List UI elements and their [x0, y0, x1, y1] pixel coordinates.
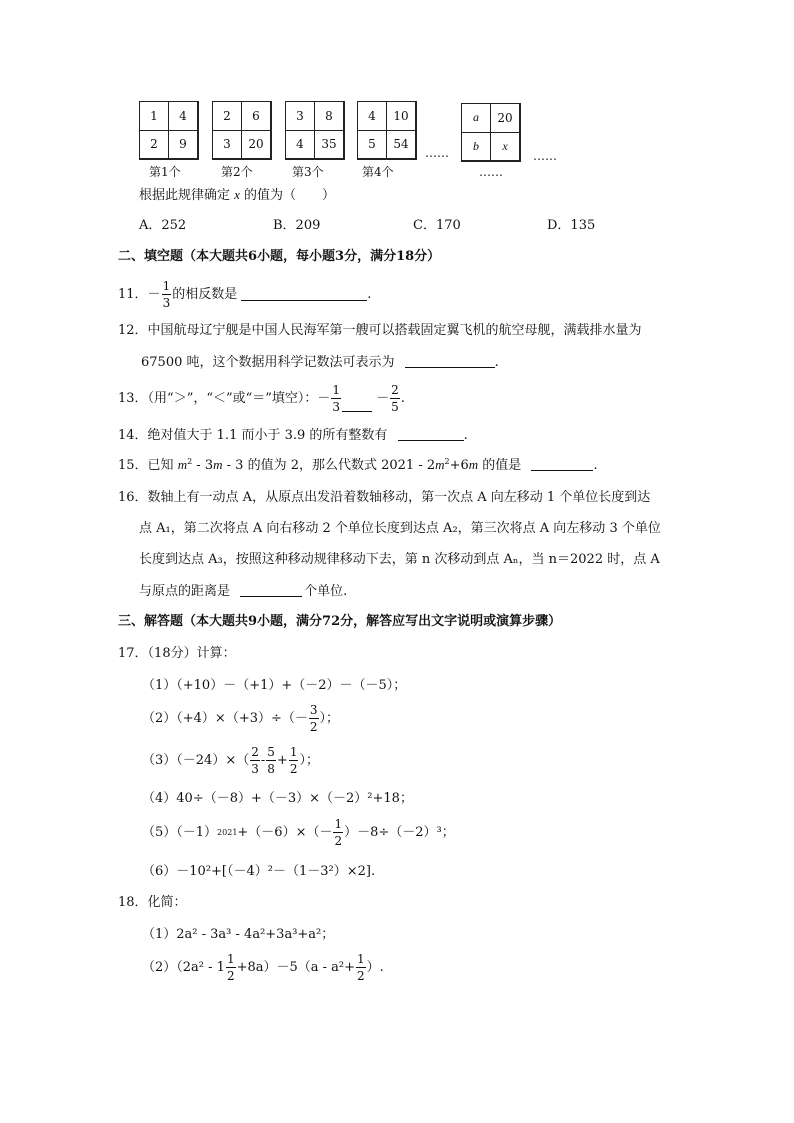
- option-a[interactable]: A．252: [139, 218, 187, 233]
- fraction: $\frac{2}{3}$: [251, 745, 259, 776]
- question-11: 11． － $\frac{1}{3}$ 的相反数是 .: [118, 279, 372, 310]
- question-13: 13．（用“＞”，“＜”或“＝”填空）：－ $\frac{1}{3}$ － $\frac{2}{5}$ .: [118, 383, 405, 414]
- fraction: $\frac{1}{2}$: [357, 952, 365, 983]
- question-17-part2: （2）（+4）×（+3）÷（－ $\frac{3}{2}$ ）；: [142, 703, 340, 734]
- question-18-part2: （2）（2a² - 1 $\frac{1}{2}$ +8a）－5（a - a²+ $\frac{1}{2}$ ）.: [142, 952, 384, 983]
- section-2-title: 二、填空题（本大题共6小题，每小题3分，满分18分）: [118, 249, 441, 264]
- pattern-box-3: 3 8 4 35: [285, 101, 345, 160]
- pattern-label-3: 第3个: [292, 165, 324, 179]
- answer-blank-15[interactable]: [531, 458, 593, 471]
- answer-blank-12[interactable]: [405, 355, 495, 368]
- question-16-line4: 与原点的距离是 个单位.: [139, 584, 348, 599]
- pattern-box-1: 1 4 2 9: [139, 101, 199, 160]
- fraction: $\frac{2}{5}$: [391, 383, 399, 414]
- fraction: $\frac{1}{2}$: [289, 745, 298, 776]
- question-17-part6: （6）－10²+[（－4）²－（1－3²）×2].: [142, 864, 376, 879]
- question-12-line1: 12．中国航母辽宁舰是中国人民海军第一艘可以搭载固定翼飞机的航空母舰，满载排水量为: [118, 323, 642, 338]
- option-b[interactable]: B．209: [273, 218, 321, 233]
- fraction: $\frac{1}{2}$: [226, 952, 235, 983]
- question-15: 15．已知 $m^2 - 3m - 3$ 的值为 2，那么代数式 $2021 - 2m^2+6m$ 的值是 .: [118, 457, 598, 473]
- pattern-box-2: 2 6 3 20: [212, 101, 272, 160]
- question-17-part5: （5）（－1） 2021 +（－6）×（－ $\frac{1}{2}$ ）－8÷（－2）³；: [142, 817, 455, 848]
- answer-blank-13[interactable]: [342, 399, 372, 412]
- pattern-ellipsis-mid: ……: [425, 146, 449, 160]
- question-17-part1: （1）（+10）－（+1）+（－2）－（－5）；: [142, 678, 407, 693]
- question-16-line3: 长度到达点 A₃，按照这种移动规律移动下去，第 n 次移动到点 Aₙ，当 n＝2022 时，点 A: [139, 552, 660, 567]
- pattern-ellipsis-end: ……: [533, 149, 557, 163]
- question-17-part4: （4）40÷（－8）+（－3）×（－2）²+18；: [142, 791, 413, 806]
- option-c[interactable]: C．170: [413, 218, 461, 233]
- question-17-part3: （3）（－24）×（ $\frac{2}{3}$ - $\frac{5}{8}$ + $\frac{1}{2}$ ）；: [142, 745, 319, 776]
- pattern-question: 根据此规律确定 x 的值为（ ）: [139, 187, 336, 203]
- fraction: $\frac{1}{2}$: [334, 817, 343, 848]
- question-16-line2: 点 A₁，第二次将点 A 向右移动 2 个单位长度到达点 A₂，第三次将点 A 向左移动 3 个单位: [139, 521, 661, 536]
- pattern-box-4: 4 10 5 54: [357, 101, 417, 160]
- fraction: $\frac{1}{3}$: [332, 383, 341, 414]
- pattern-label-n: ……: [479, 165, 503, 179]
- pattern-box-n: a 20 b x: [461, 103, 521, 162]
- pattern-label-4: 第4个: [362, 165, 394, 179]
- pattern-label-1: 第1个: [149, 165, 181, 179]
- section-3-title: 三、解答题（本大题共9小题，满分72分，解答应写出文字说明或演算步骤）: [118, 614, 562, 629]
- answer-blank-11[interactable]: [241, 288, 367, 301]
- question-18-part1: （1）2a² - 3a³ - 4a²+3a³+a²；: [142, 927, 335, 942]
- fraction: $\frac{5}{8}$: [267, 745, 275, 776]
- question-18-head: 18．化简：: [118, 895, 187, 910]
- answer-blank-16[interactable]: [240, 584, 302, 597]
- pattern-label-2: 第2个: [221, 165, 253, 179]
- fraction: $\frac{3}{2}$: [309, 703, 318, 734]
- question-16-line1: 16．数轴上有一动点 A，从原点出发沿着数轴移动，第一次点 A 向左移动 1 个单位长度到达: [118, 490, 651, 505]
- question-12-line2: 67500 吨，这个数据用科学记数法可表示为 .: [141, 355, 499, 370]
- answer-blank-14[interactable]: [398, 428, 464, 441]
- option-d[interactable]: D．135: [547, 218, 596, 233]
- fraction: $\frac{1}{3}$: [162, 279, 171, 310]
- question-17-head: 17．（18分）计算：: [118, 646, 236, 661]
- question-14: 14．绝对值大于 1.1 而小于 3.9 的所有整数有 .: [118, 428, 468, 443]
